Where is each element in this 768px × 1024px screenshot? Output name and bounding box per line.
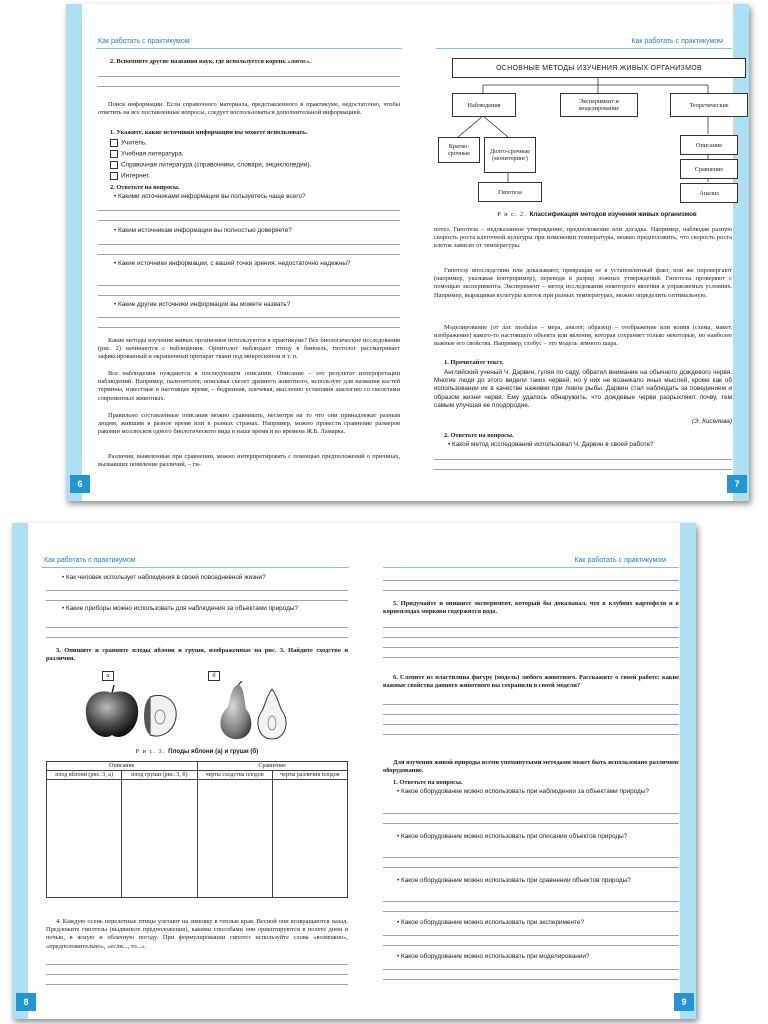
bullet-question: • Каким источникам информации вы полностью доверяете?: [114, 227, 292, 234]
methods-paragraph: Какие методы изучения живых организмов используются в практикуме? Все биологические исследования (рис. 2) начинаются с наблюдения. Орнитолог наблюдает птицу в бинокль, гистолог рассматривает зафиксированный и окрашенный препарат ткани под микроскопом и т. п.: [98, 337, 400, 361]
modeling-paragraph: Моделирование (от лат. modulus – мера, аналог, образец) – отображение или копия (схема, макет, изображение) какого-то настоящего объекта или явления, которая сохраняет только некоторые, но наиболее важные его свойства. Например, глобус – это модель земного шара.: [434, 324, 732, 348]
bullet-question: • Какое оборудование можно использовать при описании объектов природы?: [397, 833, 628, 840]
writing-line: [383, 867, 679, 868]
equipment-intro: Для изучения живой природы всеми упомянутыми методами может быть использовано различное оборудование.: [383, 759, 679, 775]
question-1: 1. Укажите, какие источники информации вы можете использовать.: [110, 129, 308, 136]
page-number: 9: [674, 993, 694, 1011]
question-4: 4. Каждую осень перелетные птицы улетают на зимовку в теплые края. Весной они возвращаются назад. Предложите гипотезы (выдвиньте предположения), какими способами они ориентируются в полете днем и ночью, в ясную и облачную погоду. При формулировании гипотез используйте слова «возможно», «предположительно», «если..., то...».: [46, 918, 348, 950]
option-internet[interactable]: [110, 172, 400, 181]
writing-line: [383, 580, 679, 581]
table-column-apple: плод яблони (рис. 3, а): [47, 771, 122, 780]
writing-line: [98, 244, 400, 245]
writing-line: [98, 220, 400, 221]
figure-2-caption: [452, 211, 742, 218]
writing-line: [383, 979, 679, 980]
bullet-question: • Какие источники информации, с вашей точки зрения, недостаточно надежны?: [114, 260, 351, 267]
description-paragraph: Все наблюдения нуждаются в последующем описании. Описание – это результат интерпретации наблюдений. Например, палеонтолог, описывая скелет древнего животного, использует для названия костей термины, известные в настоящее время, – бедренная, плечевая, мысленно установив аналогию со скелетами современных животных.: [98, 370, 400, 402]
diagram-analysis-box: Анализ: [680, 183, 738, 203]
table-cell[interactable]: [122, 780, 197, 898]
table-column-pear: плод груши (рис. 3, б): [122, 771, 197, 780]
checkbox[interactable]: [110, 139, 118, 147]
checkbox[interactable]: [110, 161, 118, 169]
writing-line: [98, 86, 400, 87]
question-1: 1. Прочитайте текст.: [444, 359, 504, 366]
running-head: Как работать с практикумом: [44, 557, 136, 564]
table-cell[interactable]: [197, 780, 272, 898]
page-6-margin-stripe: [66, 4, 82, 501]
table-cell[interactable]: [272, 780, 347, 898]
writing-line: [383, 911, 679, 912]
experiment-paragraph: Гипотезу впоследствии или доказывают, превращая ее в установленный факт, или же опровергают (например, указывая контрпример), переводя в разряд ложных утверждений. Гипотезы проверяют с помощью эксперимента. Эксперимент – метод исследования некоторого явления в управляемых условиях. Например, выращивая культуры клеток при разных температурах, можно определить оптимальную.: [434, 267, 732, 299]
diagram-observation-box: Наблюдения: [452, 93, 516, 117]
diagram-title-box: ОСНОВНЫЕ МЕТОДЫ ИЗУЧЕНИЯ ЖИВЫХ ОРГАНИЗМОВ: [452, 58, 746, 78]
writing-line: [434, 459, 732, 460]
writing-line: [383, 935, 679, 936]
page-8: [12, 523, 355, 1019]
writing-line: [98, 295, 400, 296]
running-head: Как работать с практикумом: [98, 38, 190, 45]
writing-line: [98, 327, 400, 328]
option-reference[interactable]: [110, 161, 400, 170]
writing-line: [383, 714, 679, 715]
option-textbooks[interactable]: [110, 150, 400, 159]
writing-line: [46, 637, 348, 638]
writing-line: [383, 647, 679, 648]
page-7-margin-stripe: [733, 4, 749, 501]
diagram-theoretical-box: Теоретические: [670, 93, 748, 117]
header-rule: [96, 48, 402, 49]
writing-line: [434, 469, 732, 470]
page-9-margin-stripe: [680, 523, 696, 1019]
bullet-question: • Какой метод исследований использовал Ч. Дарвин в своей работе?: [448, 441, 654, 448]
option-teacher[interactable]: [110, 139, 400, 148]
figure-number: Р и с. 3.: [135, 748, 165, 755]
diagram-short-term-box: Кратко-срочные: [438, 137, 480, 163]
question-1: 1. Ответьте на вопросы.: [393, 779, 463, 786]
bullet-question: • Какими источниками информации вы пользуетесь чаще всего?: [114, 193, 306, 200]
diagram-hypothesis-box: Гипотеза: [478, 182, 542, 202]
diagram-description-box: Описание: [680, 135, 738, 155]
bullet-question: • Какое оборудование можно использовать при сравнении объектов природы?: [397, 877, 631, 884]
label-b: б: [208, 671, 220, 681]
running-head: Как работать с практикумом: [574, 557, 666, 564]
checkbox[interactable]: [110, 150, 118, 158]
table-column-differences: черты различия плодов: [272, 771, 347, 780]
hypothesis-paragraph: Различия, выявленные при сравнении, можно интерпретировать с помощью предположений о причинах, вызвавших появление различий, – ги-: [98, 453, 400, 469]
bullet-question: • Какое оборудование можно использовать при эксперименте?: [397, 919, 585, 926]
page-6: [66, 4, 408, 501]
writing-line: [46, 600, 348, 601]
question-5: 5. Придумайте и опишите эксперимент, который бы доказывал, что в клубнях картофеля и в корнеплодах моркови содержится вода.: [383, 600, 679, 616]
table-header-comparison: Сравнение: [197, 762, 348, 771]
comparison-paragraph: Правильно составленные описания можно сравнивать, несмотря на то что они принадлежат разным людям, жившим в разное время или в разных странах. Например, можно провести сравнение размеров раковин моллюсков одного биологического вида в наше время и во времена Ж.Б. Ламарка.: [98, 412, 400, 436]
bullet-question: • Какие другие источники информации вы можете назвать?: [114, 301, 291, 308]
option-label: Учитель.: [121, 139, 147, 147]
pear-half-image: [258, 689, 286, 739]
writing-line: [46, 984, 348, 985]
bullet-question: • Как человек использует наблюдения в своей повседневной жизни?: [62, 574, 266, 581]
table-cell[interactable]: [47, 780, 122, 898]
figure-3-caption: [46, 748, 348, 755]
bottom-spread: [12, 523, 696, 1019]
hypothesis-definition: потез. Гипотеза – недоказанное утверждение, предположение или догадка. Например, наблюдая разную скорость роста клеточной культуры при изменении температуры, можно предположить, что скорость роста клеток зависит от температуры.: [434, 226, 732, 250]
page-7: [408, 4, 749, 501]
writing-line: [383, 901, 679, 902]
diagram-comparison-box: Сравнение: [680, 159, 738, 179]
fruits-illustration: [82, 681, 302, 743]
page-9: [355, 523, 696, 1019]
diagram-long-term-box: Долго-срочные (мониторинг): [484, 137, 536, 173]
bullet-question: • Какое оборудование можно использовать при моделировании?: [397, 953, 590, 960]
writing-line: [98, 76, 400, 77]
running-head: Как работать с практикумом: [631, 38, 723, 45]
writing-line: [383, 627, 679, 628]
writing-line: [46, 964, 348, 965]
apple-half-image: [144, 695, 176, 736]
writing-line: [383, 590, 679, 591]
page-8-margin-stripe: [12, 523, 28, 1019]
question-2b: 2. Ответьте на вопросы.: [110, 184, 180, 191]
bullet-question: • Какие приборы можно использовать для наблюдения за объектами природы?: [62, 605, 298, 612]
writing-line: [98, 210, 400, 211]
option-label: Учебная литература.: [121, 150, 184, 158]
writing-line: [383, 724, 679, 725]
writing-line: [383, 823, 679, 824]
writing-line: [383, 813, 679, 814]
writing-line: [98, 285, 400, 286]
writing-line: [383, 945, 679, 946]
question-2: 2. Ответьте на вопросы.: [444, 432, 514, 439]
search-intro: Поиск информации. Если справочного материала, представленного в практикуме, недостаточно, чтобы ответить на все поставленные вопросы, следует воспользоваться дополнительной информацией.: [98, 101, 400, 117]
writing-line: [46, 974, 348, 975]
writing-line: [98, 317, 400, 318]
pear-whole-image: [220, 681, 251, 739]
figure-caption-text: Плоды яблони (а) и груши (б): [168, 748, 259, 755]
writing-line: [383, 734, 679, 735]
page-number: 8: [16, 993, 36, 1011]
apple-whole-image: [86, 685, 138, 737]
quote-author: (Э. Киселева): [691, 418, 732, 425]
checkbox[interactable]: [110, 172, 118, 180]
option-label: Интернет.: [121, 172, 150, 180]
page-number: 7: [727, 475, 747, 493]
table-column-similarities: черты сходства плодов: [197, 771, 272, 780]
writing-line: [98, 254, 400, 255]
writing-line: [383, 704, 679, 705]
writing-line: [46, 627, 348, 628]
question-2: 2. Вспомните другие названия наук, где используется корень «логос».: [110, 58, 311, 65]
option-label: Справочная литература (справочники, словари, энциклопедии).: [121, 161, 312, 169]
fruit-comparison-table: [46, 761, 348, 898]
figure-number: Р и с. 2.: [497, 211, 527, 218]
header-rule: [42, 567, 349, 568]
writing-line: [383, 969, 679, 970]
question-6: 6. Слепите из пластилина фигуру (модель) любого животного. Расскажите о своей работе: какие важные свойства данного животного вы сохранили в своей модели?: [383, 674, 679, 690]
darwin-quote: Английский ученый Ч. Дарвин, гуляя по саду, обратил внимание на обычного дождевого червя. Многие люди до этого видели таких червей, но у них не возникало иных мыслей, кроме как об использовании их в качестве наживки при ловле рыбы. Дарвин стал наблюдать за поведением и образом жизни червя. Ему удалось обнаружить, что дождевые черви разрыхляют почву, тем самым улучшая ее плодородие.: [434, 369, 732, 409]
header-rule: [383, 567, 679, 568]
writing-line: [383, 657, 679, 658]
question-3: 3. Опишите и сравните плоды яблони и груши, изображенные на рис. 3. Найдите сходство и различия.: [46, 647, 348, 663]
page-number: 6: [70, 475, 90, 493]
diagram-experiment-box: Эксперимент и моделирование: [560, 93, 638, 117]
writing-line: [383, 857, 679, 858]
table-header-description: Описание: [47, 762, 198, 771]
writing-line: [46, 590, 348, 591]
figure-caption-text: Классификация методов изучения живых организмов: [529, 211, 697, 218]
bullet-question: • Какое оборудование можно использовать при наблюдении за объектами природы?: [397, 788, 649, 795]
top-spread: [66, 4, 749, 501]
writing-line: [383, 637, 679, 638]
label-a: а: [102, 671, 114, 681]
